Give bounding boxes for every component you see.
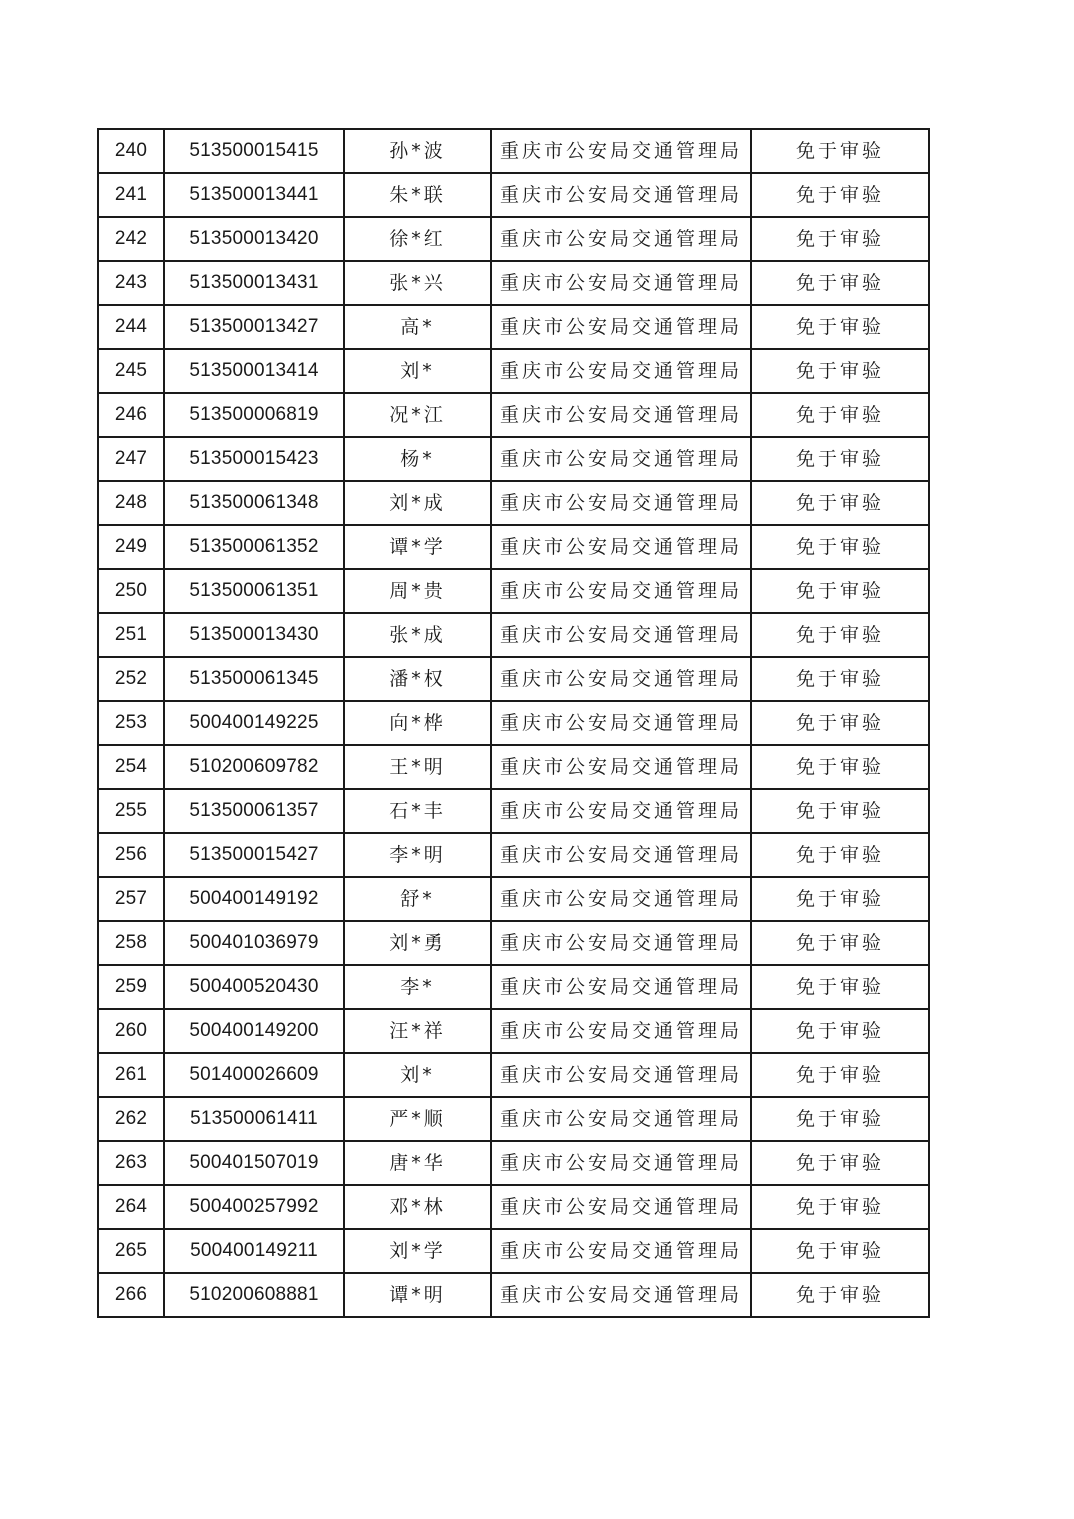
certificate-number-cell: 500401507019 [164,1141,344,1185]
review-result-cell: 免于审验 [751,1097,929,1141]
person-name-cell: 刘*成 [344,481,491,525]
row-number-cell: 261 [98,1053,164,1097]
row-number-cell: 257 [98,877,164,921]
table-row [98,393,929,437]
table-row [98,965,929,1009]
person-name-cell: 刘*学 [344,1229,491,1273]
review-result-cell: 免于审验 [751,965,929,1009]
certificate-number-cell: 500400149211 [164,1229,344,1273]
certificate-number-cell: 513500013441 [164,173,344,217]
issuing-authority-cell: 重庆市公安局交通管理局 [491,789,751,833]
review-result-cell: 免于审验 [751,833,929,877]
row-number-cell: 256 [98,833,164,877]
issuing-authority-cell: 重庆市公安局交通管理局 [491,1229,751,1273]
person-name-cell: 汪*祥 [344,1009,491,1053]
review-result-cell: 免于审验 [751,921,929,965]
issuing-authority-cell: 重庆市公安局交通管理局 [491,745,751,789]
certificate-number-cell: 513500013431 [164,261,344,305]
certificate-number-cell: 513500015427 [164,833,344,877]
row-number-cell: 243 [98,261,164,305]
table-row [98,1229,929,1273]
certificate-number-cell: 510200608881 [164,1273,344,1317]
certificate-number-cell: 513500061411 [164,1097,344,1141]
table-row [98,613,929,657]
table-row [98,1053,929,1097]
row-number-cell: 246 [98,393,164,437]
row-number-cell: 244 [98,305,164,349]
certificate-number-cell: 513500013414 [164,349,344,393]
person-name-cell: 谭*明 [344,1273,491,1317]
certificate-number-cell: 513500015415 [164,129,344,173]
certificate-number-cell: 513500013427 [164,305,344,349]
row-number-cell: 260 [98,1009,164,1053]
review-result-cell: 免于审验 [751,1273,929,1317]
issuing-authority-cell: 重庆市公安局交通管理局 [491,1185,751,1229]
table-row [98,1141,929,1185]
issuing-authority-cell: 重庆市公安局交通管理局 [491,173,751,217]
certificate-number-cell: 513500061352 [164,525,344,569]
review-result-cell: 免于审验 [751,569,929,613]
issuing-authority-cell: 重庆市公安局交通管理局 [491,657,751,701]
person-name-cell: 朱*联 [344,173,491,217]
table-row [98,1097,929,1141]
review-result-cell: 免于审验 [751,745,929,789]
issuing-authority-cell: 重庆市公安局交通管理局 [491,921,751,965]
table-row [98,1185,929,1229]
certificate-number-cell: 500400520430 [164,965,344,1009]
row-number-cell: 240 [98,129,164,173]
certificate-number-cell: 500401036979 [164,921,344,965]
certificate-number-cell: 513500013420 [164,217,344,261]
person-name-cell: 杨* [344,437,491,481]
review-result-cell: 免于审验 [751,349,929,393]
review-result-cell: 免于审验 [751,1229,929,1273]
table-row [98,877,929,921]
row-number-cell: 252 [98,657,164,701]
person-name-cell: 石*丰 [344,789,491,833]
review-result-cell: 免于审验 [751,261,929,305]
person-name-cell: 舒* [344,877,491,921]
row-number-cell: 255 [98,789,164,833]
table-row [98,173,929,217]
review-result-cell: 免于审验 [751,305,929,349]
issuing-authority-cell: 重庆市公安局交通管理局 [491,1273,751,1317]
issuing-authority-cell: 重庆市公安局交通管理局 [491,261,751,305]
row-number-cell: 264 [98,1185,164,1229]
certificate-number-cell: 513500006819 [164,393,344,437]
person-name-cell: 刘* [344,349,491,393]
roster-table [97,128,930,1318]
person-name-cell: 严*顺 [344,1097,491,1141]
issuing-authority-cell: 重庆市公安局交通管理局 [491,569,751,613]
person-name-cell: 邓*林 [344,1185,491,1229]
review-result-cell: 免于审验 [751,613,929,657]
review-result-cell: 免于审验 [751,481,929,525]
certificate-number-cell: 513500061345 [164,657,344,701]
issuing-authority-cell: 重庆市公安局交通管理局 [491,349,751,393]
review-result-cell: 免于审验 [751,217,929,261]
issuing-authority-cell: 重庆市公安局交通管理局 [491,129,751,173]
row-number-cell: 247 [98,437,164,481]
table-row [98,657,929,701]
issuing-authority-cell: 重庆市公安局交通管理局 [491,613,751,657]
certificate-number-cell: 513500013430 [164,613,344,657]
table-row [98,921,929,965]
certificate-number-cell: 500400257992 [164,1185,344,1229]
issuing-authority-cell: 重庆市公安局交通管理局 [491,217,751,261]
row-number-cell: 251 [98,613,164,657]
issuing-authority-cell: 重庆市公安局交通管理局 [491,965,751,1009]
person-name-cell: 刘*勇 [344,921,491,965]
row-number-cell: 258 [98,921,164,965]
row-number-cell: 253 [98,701,164,745]
table-row [98,789,929,833]
issuing-authority-cell: 重庆市公安局交通管理局 [491,877,751,921]
person-name-cell: 徐*红 [344,217,491,261]
issuing-authority-cell: 重庆市公安局交通管理局 [491,1141,751,1185]
issuing-authority-cell: 重庆市公安局交通管理局 [491,437,751,481]
person-name-cell: 谭*学 [344,525,491,569]
certificate-number-cell: 513500061357 [164,789,344,833]
certificate-number-cell: 501400026609 [164,1053,344,1097]
person-name-cell: 孙*波 [344,129,491,173]
row-number-cell: 265 [98,1229,164,1273]
certificate-number-cell: 513500061348 [164,481,344,525]
review-result-cell: 免于审验 [751,701,929,745]
person-name-cell: 王*明 [344,745,491,789]
review-result-cell: 免于审验 [751,1141,929,1185]
review-result-cell: 免于审验 [751,129,929,173]
roster-table-body [98,129,929,1317]
issuing-authority-cell: 重庆市公安局交通管理局 [491,393,751,437]
row-number-cell: 254 [98,745,164,789]
issuing-authority-cell: 重庆市公安局交通管理局 [491,481,751,525]
certificate-number-cell: 513500015423 [164,437,344,481]
row-number-cell: 242 [98,217,164,261]
certificate-number-cell: 500400149192 [164,877,344,921]
row-number-cell: 266 [98,1273,164,1317]
person-name-cell: 况*江 [344,393,491,437]
review-result-cell: 免于审验 [751,393,929,437]
review-result-cell: 免于审验 [751,657,929,701]
person-name-cell: 向*桦 [344,701,491,745]
table-row [98,437,929,481]
person-name-cell: 李*明 [344,833,491,877]
table-row [98,745,929,789]
person-name-cell: 刘* [344,1053,491,1097]
issuing-authority-cell: 重庆市公安局交通管理局 [491,525,751,569]
certificate-number-cell: 510200609782 [164,745,344,789]
table-row [98,833,929,877]
row-number-cell: 259 [98,965,164,1009]
issuing-authority-cell: 重庆市公安局交通管理局 [491,1009,751,1053]
review-result-cell: 免于审验 [751,437,929,481]
issuing-authority-cell: 重庆市公安局交通管理局 [491,305,751,349]
table-row [98,217,929,261]
person-name-cell: 张*兴 [344,261,491,305]
person-name-cell: 李* [344,965,491,1009]
review-result-cell: 免于审验 [751,1185,929,1229]
review-result-cell: 免于审验 [751,877,929,921]
review-result-cell: 免于审验 [751,1009,929,1053]
table-row [98,349,929,393]
issuing-authority-cell: 重庆市公安局交通管理局 [491,1053,751,1097]
table-row [98,481,929,525]
certificate-number-cell: 500400149200 [164,1009,344,1053]
row-number-cell: 241 [98,173,164,217]
person-name-cell: 高* [344,305,491,349]
table-row [98,569,929,613]
person-name-cell: 潘*权 [344,657,491,701]
table-row [98,261,929,305]
row-number-cell: 248 [98,481,164,525]
person-name-cell: 唐*华 [344,1141,491,1185]
person-name-cell: 周*贵 [344,569,491,613]
person-name-cell: 张*成 [344,613,491,657]
review-result-cell: 免于审验 [751,789,929,833]
review-result-cell: 免于审验 [751,173,929,217]
table-row [98,525,929,569]
table-row [98,129,929,173]
table-row [98,701,929,745]
certificate-number-cell: 513500061351 [164,569,344,613]
review-result-cell: 免于审验 [751,525,929,569]
row-number-cell: 263 [98,1141,164,1185]
row-number-cell: 262 [98,1097,164,1141]
review-result-cell: 免于审验 [751,1053,929,1097]
table-row [98,1009,929,1053]
issuing-authority-cell: 重庆市公安局交通管理局 [491,701,751,745]
row-number-cell: 245 [98,349,164,393]
row-number-cell: 250 [98,569,164,613]
table-row [98,305,929,349]
issuing-authority-cell: 重庆市公安局交通管理局 [491,833,751,877]
certificate-number-cell: 500400149225 [164,701,344,745]
table-row [98,1273,929,1317]
row-number-cell: 249 [98,525,164,569]
issuing-authority-cell: 重庆市公安局交通管理局 [491,1097,751,1141]
